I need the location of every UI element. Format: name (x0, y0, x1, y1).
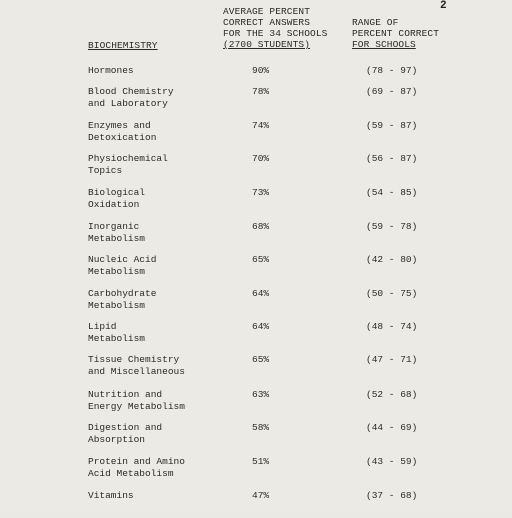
topic-line: Metabolism (88, 333, 146, 344)
table-row (0, 389, 512, 417)
topic-cell (88, 288, 156, 312)
topic-line: Digestion and (88, 422, 163, 433)
average-percent-cell: 65% (252, 254, 270, 265)
range-header-line: PERCENT CORRECT (352, 28, 440, 39)
topic-line: Inorganic (88, 221, 140, 232)
topic-line: Hormones (88, 65, 134, 76)
table-row (0, 221, 512, 249)
range-cell: (47 - 71) (366, 354, 418, 365)
page-number: 2 (440, 0, 447, 12)
topic-line: Vitamins (88, 490, 134, 501)
topic-line: Blood Chemistry (88, 86, 174, 97)
topic-line: Oxidation (88, 199, 140, 210)
range-cell: (52 - 68) (366, 389, 418, 400)
topic-line: Acid Metabolism (88, 468, 174, 479)
average-percent-cell: 47% (252, 490, 270, 501)
table-row (0, 187, 512, 215)
average-percent-cell: 65% (252, 354, 270, 365)
topic-line: and Miscellaneous (88, 366, 185, 377)
range-cell: (69 - 87) (366, 86, 418, 97)
table-row (0, 254, 512, 282)
range-cell: (54 - 85) (366, 187, 418, 198)
table-row (0, 490, 512, 518)
average-percent-cell: 64% (252, 288, 270, 299)
average-percent-cell: 90% (252, 65, 270, 76)
topic-line: Absorption (88, 434, 146, 445)
average-header-line: CORRECT ANSWERS (223, 17, 311, 28)
average-percent-cell: 70% (252, 153, 270, 164)
range-cell: (78 - 97) (366, 65, 418, 76)
topic-line: Lipid (88, 321, 117, 332)
range-cell: (42 - 80) (366, 254, 418, 265)
topic-line: and Laboratory (88, 98, 168, 109)
topic-line: Energy Metabolism (88, 401, 185, 412)
table-row (0, 153, 512, 181)
table-row (0, 86, 512, 114)
topic-line: Nutrition and (88, 389, 163, 400)
range-cell: (48 - 74) (366, 321, 418, 332)
average-percent-cell: 64% (252, 321, 270, 332)
topic-cell (88, 321, 145, 345)
range-cell: (44 - 69) (366, 422, 418, 433)
topic-line: Physiochemical (88, 153, 168, 164)
average-percent-cell: 73% (252, 187, 270, 198)
average-percent-cell: 51% (252, 456, 270, 467)
table-row (0, 321, 512, 349)
topic-cell (88, 65, 134, 77)
topic-cell (88, 254, 156, 278)
topic-cell (88, 187, 145, 211)
average-percent-cell: 68% (252, 221, 270, 232)
topic-line: Biological (88, 187, 146, 198)
range-cell: (59 - 87) (366, 120, 418, 131)
range-cell: (37 - 68) (366, 490, 418, 501)
topic-cell (88, 354, 185, 378)
range-cell: (50 - 75) (366, 288, 418, 299)
range-cell: (56 - 87) (366, 153, 418, 164)
topic-line: Metabolism (88, 300, 146, 311)
subject-header-label: BIOCHEMISTRY (88, 40, 158, 51)
topic-line: Metabolism (88, 233, 146, 244)
table-row (0, 288, 512, 316)
table-row (0, 354, 512, 382)
range-cell: (43 - 59) (366, 456, 418, 467)
topic-cell (88, 389, 185, 413)
table-row (0, 456, 512, 484)
topic-line: Enzymes and (88, 120, 151, 131)
average-percent-cell: 63% (252, 389, 270, 400)
table-row (0, 120, 512, 148)
average-percent-cell: 74% (252, 120, 270, 131)
average-percent-cell: 78% (252, 86, 270, 97)
topic-line: Topics (88, 165, 123, 176)
topic-cell (88, 456, 185, 480)
range-header-line: RANGE OF (352, 17, 399, 28)
topic-cell (88, 490, 134, 502)
average-percent-cell: 58% (252, 422, 270, 433)
average-header-line: AVERAGE PERCENT (223, 6, 311, 17)
average-header-line: FOR THE 34 SCHOOLS (223, 28, 328, 39)
topic-line: Nucleic Acid (88, 254, 157, 265)
range-header-line: FOR SCHOOLS (352, 39, 416, 50)
topic-cell (88, 422, 162, 446)
range-cell: (59 - 78) (366, 221, 418, 232)
table-row (0, 422, 512, 450)
topic-line: Carbohydrate (88, 288, 157, 299)
topic-cell (88, 153, 168, 177)
topic-line: Protein and Amino (88, 456, 185, 467)
topic-cell (88, 120, 156, 144)
topic-cell (88, 86, 174, 110)
topic-cell (88, 221, 145, 245)
average-header-line: (2700 STUDENTS) (223, 39, 311, 50)
topic-line: Tissue Chemistry (88, 354, 180, 365)
topic-line: Metabolism (88, 266, 146, 277)
topic-line: Detoxication (88, 132, 157, 143)
